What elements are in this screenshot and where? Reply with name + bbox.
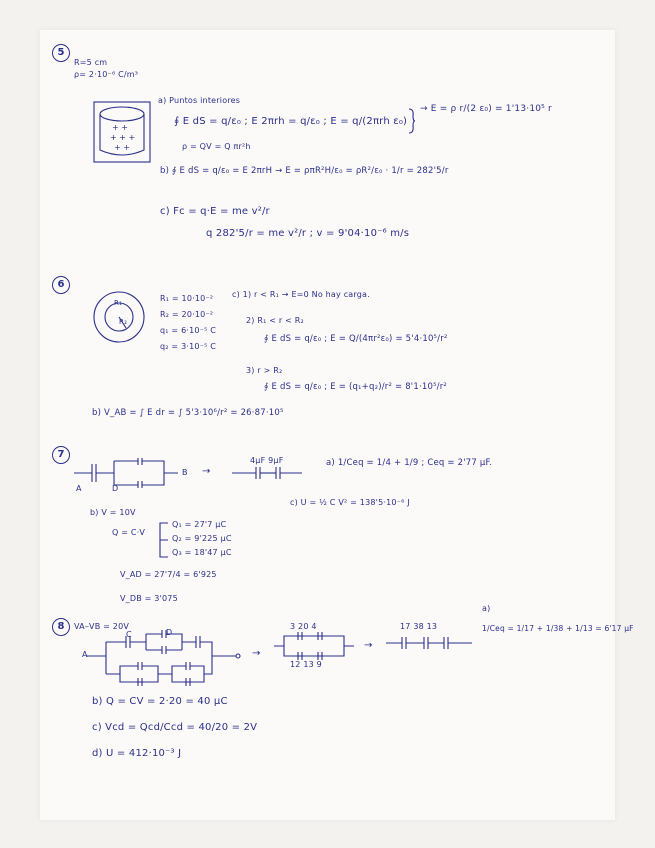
p8-stage1-bottom-values: 12 13 9	[290, 660, 322, 669]
p8-d-energy: d) U = 412·10⁻³ J	[92, 748, 182, 759]
p6-R1: R₁ = 10·10⁻²	[160, 294, 214, 303]
p5-part-a-label: a) Puntos interiores	[158, 96, 241, 105]
p6-R2: R₂ = 20·10⁻²	[160, 310, 214, 319]
brace-icon	[408, 108, 416, 134]
p7-vad: V_AD = 27'7/4 = 6'925	[120, 570, 217, 579]
p6-c3: 3) r > R₂	[246, 366, 283, 375]
p8-stage1-top-values: 3 20 4	[290, 622, 317, 631]
p5-a-gauss: ∮ E dS = q/ε₀ ; E 2πrh = q/ε₀ ; E = q/(2πrh ε₀)	[174, 116, 408, 127]
p5-c-velocity: q 282'5/r = me v²/r ; v = 9'04·10⁻⁶ m/s	[206, 228, 410, 239]
p7-q3: Q₃ = 18'47 μC	[172, 548, 232, 557]
p5-b-equation: b) ∮ E dS = q/ε₀ = E 2πrH → E = ρπR²H/ε₀ = ρR²/ε₀ · 1/r = 282'5/r	[160, 166, 449, 176]
p8-b-charge: b) Q = CV = 2·20 = 40 μC	[92, 696, 228, 707]
p7-q2: Q₂ = 9'225 μC	[172, 534, 232, 543]
p7-vdb: V_DB = 3'075	[120, 594, 178, 603]
p8-c-voltage: c) Vcd = Qcd/Ccd = 40/20 = 2V	[92, 722, 258, 733]
arrow-icon: →	[364, 640, 373, 651]
p8-voltage: VA–VB = 20V	[74, 622, 130, 631]
capacitor-network-8	[86, 630, 246, 690]
bracket-icon	[158, 522, 170, 558]
p7-a-equation: a) 1/Ceq = 1/4 + 1/9 ; Ceq = 2'77 μF.	[326, 458, 493, 468]
p6-q2: q₂ = 3·10⁻⁵ C	[160, 342, 217, 351]
p8-a-label: a)	[482, 604, 491, 613]
p6-c1: c) 1) r < R₁ → E=0 No hay carga.	[232, 290, 370, 299]
stage1-capacitors	[274, 632, 354, 660]
problem-5-number: 5	[52, 44, 70, 62]
p7-q-formula: Q = C·V	[112, 528, 146, 537]
svg-text:+ +: + +	[114, 143, 130, 152]
p5-a-result: → E = ρ r/(2 ε₀) = 1'13·10⁵ r	[420, 104, 552, 114]
p8-stage2-values: 17 38 13	[400, 622, 438, 631]
arrow-icon: →	[252, 648, 261, 659]
p5-a-charge: ρ = QV = Q πr²h	[182, 142, 251, 151]
p6-c2: 2) R₁ < r < R₂	[246, 316, 304, 325]
problem-7-number: 7	[52, 446, 70, 464]
cylinder-sketch	[92, 100, 152, 164]
stage2-capacitors	[386, 636, 472, 650]
p7-node-b: B	[182, 468, 188, 477]
p8-node-d: D	[166, 628, 173, 637]
svg-text:+ +: + +	[112, 123, 128, 132]
equivalent-capacitors-7	[232, 466, 302, 480]
p8-node-c: C	[126, 630, 132, 639]
p7-node-a: A	[76, 484, 82, 493]
p7-equiv-labels: 4μF 9μF	[250, 456, 284, 465]
p7-q1: Q₁ = 27'7 μC	[172, 520, 227, 529]
problem-8-number: 8	[52, 618, 70, 636]
arrow-icon: →	[202, 466, 211, 477]
p6-q1: q₁ = 6·10⁻⁵ C	[160, 326, 217, 335]
r2-label: R₂	[119, 318, 128, 326]
p5-radius: R=5 cm	[74, 58, 108, 67]
p7-b-voltage: b) V = 10V	[90, 508, 136, 517]
p6-c3-equation: ∮ E dS = q/ε₀ ; E = (q₁+q₂)/r² = 8'1·10⁵/r²	[264, 382, 448, 392]
p8-a-equation: 1/Ceq = 1/17 + 1/38 + 1/13 = 6'17 μF	[482, 624, 634, 633]
capacitor-circuit-7	[74, 458, 194, 488]
p6-c2-equation: ∮ E dS = q/ε₀ ; E = Q/(4πr²ε₀) = 5'4·10⁵/r²	[264, 334, 448, 344]
problem-6-number: 6	[52, 276, 70, 294]
p8-node-a: A	[82, 650, 88, 659]
p5-density: ρ= 2·10⁻⁶ C/m³	[74, 70, 139, 79]
p5-c-force: c) Fc = q·E = me v²/r	[160, 206, 270, 217]
p7-node-d: D	[112, 484, 119, 493]
svg-text:+ + +: + + +	[110, 133, 136, 142]
r1-label: R₁	[114, 299, 123, 307]
p6-b-equation: b) V_AB = ∫ E dr = ∫ 5'3·10⁶/r² = 26·87·10⁵	[92, 408, 284, 418]
p7-c-energy: c) U = ½ C V² = 138'5·10⁻⁶ J	[290, 498, 410, 507]
